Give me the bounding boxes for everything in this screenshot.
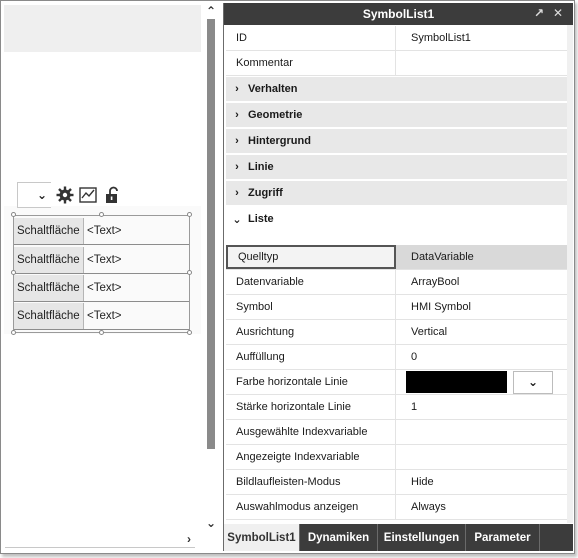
chevron-down-icon: ⌄: [232, 213, 242, 226]
property-name: Quelltyp: [226, 245, 396, 269]
tab-dynamiken[interactable]: Dynamiken: [300, 524, 378, 551]
tab-bar: [224, 524, 573, 551]
panel-title: SymbolList1: [362, 7, 435, 21]
resize-handle[interactable]: [187, 212, 192, 217]
list-item-button[interactable]: Schaltfläche: [14, 247, 84, 273]
tab-symbollist1[interactable]: SymbolList1: [224, 524, 300, 551]
gear-icon[interactable]: [56, 186, 74, 204]
property-row-ausgewaehlte-indexvariable[interactable]: [226, 420, 567, 445]
list-item-button[interactable]: Schaltfläche: [14, 303, 84, 329]
list-item[interactable]: [14, 275, 189, 302]
property-row-datenvariable[interactable]: [226, 270, 567, 295]
horizontal-scrollbar[interactable]: [5, 547, 195, 548]
chevron-down-icon: ⌄: [527, 375, 539, 389]
chevron-right-icon: ›: [235, 161, 239, 173]
property-name: Bildlaufleisten-Modus: [226, 470, 396, 494]
property-name: Ausrichtung: [226, 320, 396, 344]
resize-handle[interactable]: [187, 330, 192, 335]
property-row-ausrichtung[interactable]: [226, 320, 567, 345]
resize-handle[interactable]: [99, 212, 104, 217]
section-label: Zugriff: [248, 187, 283, 199]
section-label: Geometrie: [248, 109, 303, 121]
property-name: Auffüllung: [226, 345, 396, 369]
color-swatch[interactable]: [406, 371, 507, 393]
section-hintergrund[interactable]: [226, 129, 567, 154]
list-item[interactable]: [14, 303, 189, 330]
property-value[interactable]: [396, 445, 567, 469]
property-value[interactable]: Hide: [411, 476, 434, 488]
section-verhalten[interactable]: [226, 77, 567, 102]
property-value[interactable]: 0: [411, 351, 418, 363]
list-item-text: <Text>: [87, 225, 122, 237]
resize-handle[interactable]: [11, 270, 16, 275]
list-item-button[interactable]: Schaltfläche: [14, 218, 84, 244]
property-value[interactable]: [396, 420, 567, 444]
section-label: Liste: [248, 213, 274, 225]
property-row-symbol[interactable]: [226, 295, 567, 320]
section-liste[interactable]: [226, 207, 567, 232]
list-item-text: <Text>: [87, 282, 122, 294]
vertical-scrollbar[interactable]: [201, 1, 221, 553]
color-picker[interactable]: [396, 370, 567, 394]
close-icon[interactable]: ✕: [552, 6, 564, 20]
section-linie[interactable]: [226, 155, 567, 180]
section-zugriff[interactable]: [226, 181, 567, 206]
list-item-button[interactable]: Schaltfläche: [14, 275, 84, 301]
unlock-icon[interactable]: [104, 186, 122, 204]
scrollbar-thumb[interactable]: [207, 19, 215, 449]
section-label: Hintergrund: [248, 135, 311, 147]
section-geometrie[interactable]: [226, 103, 567, 128]
list-item[interactable]: [14, 218, 189, 245]
property-row-kommentar[interactable]: [226, 51, 567, 76]
property-value[interactable]: DataVariable: [396, 245, 567, 269]
widget-dropdown[interactable]: [17, 182, 51, 208]
property-name: Symbol: [226, 295, 396, 319]
property-name: Stärke horizontale Linie: [226, 395, 396, 419]
property-name: Angezeigte Indexvariable: [226, 445, 396, 469]
chevron-right-icon[interactable]: ›: [187, 532, 191, 546]
resize-handle[interactable]: [99, 330, 104, 335]
list-item[interactable]: [14, 247, 189, 274]
panel-scrollbar[interactable]: [567, 25, 573, 523]
property-name: Kommentar: [226, 51, 396, 75]
chevron-right-icon: ›: [235, 83, 239, 95]
chevron-up-icon[interactable]: ⌃: [205, 4, 217, 18]
property-row-farbe-horizontale-linie[interactable]: [226, 370, 567, 395]
panel-title-bar: [224, 3, 573, 25]
property-name: Ausgewählte Indexvariable: [226, 420, 396, 444]
property-value[interactable]: ArrayBool: [411, 276, 460, 288]
design-canvas[interactable]: [1, 1, 201, 553]
chevron-right-icon: ›: [235, 187, 239, 199]
property-row-quelltyp[interactable]: [226, 245, 567, 270]
chevron-right-icon: ›: [235, 109, 239, 121]
property-row-bildlaufleisten-modus[interactable]: [226, 470, 567, 495]
property-row-id[interactable]: [226, 26, 567, 51]
property-value[interactable]: 1: [411, 401, 418, 413]
property-row-auswahlmodus-anzeigen[interactable]: [226, 495, 567, 520]
property-row-auffuellung[interactable]: [226, 345, 567, 370]
property-row-staerke-horizontale-linie[interactable]: [226, 395, 567, 420]
property-value[interactable]: Vertical: [411, 326, 448, 338]
chevron-down-icon: ⌄: [36, 188, 47, 202]
property-value[interactable]: SymbolList1: [411, 32, 471, 44]
list-item-text: <Text>: [87, 254, 122, 266]
chevron-down-icon[interactable]: ⌄: [205, 516, 217, 530]
property-value[interactable]: [396, 51, 567, 75]
property-name: ID: [226, 26, 396, 50]
property-row-angezeigte-indexvariable[interactable]: [226, 445, 567, 470]
chevron-right-icon: ›: [235, 135, 239, 147]
tab-parameter[interactable]: Parameter: [466, 524, 540, 551]
property-panel: [223, 3, 572, 551]
property-value[interactable]: HMI Symbol: [411, 301, 471, 313]
property-name: Datenvariable: [226, 270, 396, 294]
chart-icon[interactable]: [79, 186, 97, 204]
property-value[interactable]: Always: [411, 501, 446, 513]
resize-handle[interactable]: [11, 330, 16, 335]
list-item-text: <Text>: [87, 310, 122, 322]
color-dropdown[interactable]: [513, 371, 553, 394]
symbol-list-widget[interactable]: [13, 215, 190, 333]
tab-einstellungen[interactable]: Einstellungen: [378, 524, 466, 551]
resize-handle[interactable]: [11, 212, 16, 217]
section-label: Linie: [248, 161, 274, 173]
resize-handle[interactable]: [187, 270, 192, 275]
pin-icon[interactable]: ↗: [533, 6, 545, 20]
section-label: Verhalten: [248, 83, 298, 95]
property-name: Farbe horizontale Linie: [226, 370, 396, 394]
canvas-band: [4, 5, 201, 52]
property-name: Auswahlmodus anzeigen: [226, 495, 396, 519]
